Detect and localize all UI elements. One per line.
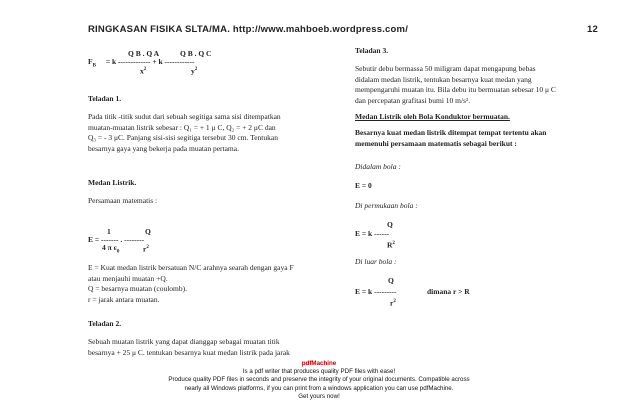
inside-sphere-formula: E = 0 [355,181,372,190]
formula-fb-num2: Q B . Q C [180,49,212,58]
formula-e-numq: Q [145,227,151,236]
definitions [88,263,318,305]
medan-listrik-title: Medan Listrik. [88,178,137,187]
definition-line: atau menjauhi muatan +Q. [88,273,168,283]
example-3-line: mempengaruhi muatan itu. Bila debu itu bermuatan sebesar 10 μ C [355,85,556,94]
surface-formula-den: R [387,240,393,250]
footer-line: Produce quality PDF files in seconds and preserve the integrity of your original documents. Compatible across [168,376,470,384]
example-3-line: Sebutir debu bermassa 50 miligram dapat mengapung bebas [355,64,536,73]
footer-link[interactable]: Get yours now! [298,392,340,400]
pdfmachine-footer [0,360,638,418]
formula-e-num1: 1 [107,227,111,236]
example-3-text [355,64,601,106]
surface-formula-lhs: E = k ------ [355,229,390,238]
example-1-text [88,112,314,154]
outside-formula-den: r [390,298,394,308]
surface-formula-exp: 2 [392,241,395,246]
formula-fb-den2: y [191,66,195,76]
footer-line: Is a pdf writer that produces quality PDF files with ease! [242,368,396,376]
outside-formula-num: Q [388,276,394,285]
formula-e-den-a-sub: 0 [116,249,120,255]
sphere-section-title: Medan Listrik oleh Bola Konduktor bermuatan. [355,112,510,121]
formula-fb-lhs: F [88,57,93,66]
sphere-description-line: memenuhi persamaan matematis sebagai berikut : [355,138,517,148]
definition-line: Q = besarnya muatan (coulomb). [88,284,187,293]
example-2-title: Teladan 2. [88,319,122,328]
formula-fb-mid: = k ------------- + k ------------ [105,57,195,66]
example-1-line: muatan-muatan listrik sebesar : Q₁ = + 1 μ C, Q₂ = + 2 μC dan [88,122,276,132]
example-1-line: besarnya gaya yang bekerja pada muatan pertama. [88,143,239,153]
example-1-title: Teladan 1. [88,94,122,103]
sphere-description [355,128,601,149]
surface-formula-num: Q [387,220,393,229]
formula-e-den-a: 4 π ε [102,243,117,252]
example-2-line: besarnya + 25 μ C. tentukan besarnya kuat medan listrik pada jarak [88,347,290,357]
example-3-title: Teladan 3. [355,46,389,55]
surface-sphere-label: Di permukaan bola : [355,201,418,210]
page-header-title: RINGKASAN FISIKA SLTA/MA. http://www.mahboeb.wordpress.com/ [88,24,409,35]
page-number: 12 [587,24,598,35]
formula-e-lhs: E = ------- . -------- [88,235,145,244]
outside-formula-condition: dimana r > R [427,287,470,296]
outside-sphere-label: Di luar bola : [355,257,397,266]
medan-listrik-subtitle: Persamaan matematis : [88,196,158,205]
footer-brand: pdfMachine [301,360,337,367]
example-3-line: dan percepatan grafitasi bumi 10 m/s². [355,95,471,105]
example-2-line: Sebuah muatan listrik yang dapat dianggap sebagai muatan titik [88,337,280,346]
example-3-line: didalam medan listrik, tentukan besarnya kuat medan yang [355,74,532,84]
definition-line: r = jarak antara muatan. [88,294,160,304]
outside-formula-exp: 2 [393,299,396,304]
example-1-line: Pada titik -titik sudut dari sebuah segitiga sama sisi ditempatkan [88,112,281,121]
formula-fb-exp2: 2 [194,67,198,72]
formula-e-exp: 2 [146,245,149,250]
footer-line: nearly all Windows platforms, if you can print from a windows application you can use pdfMachine. [184,384,454,392]
formula-fb-exp1: 2 [143,67,147,72]
formula-fb-num1: Q B . Q A [128,49,160,58]
formula-e-den-b: r [143,244,147,254]
example-1-line: Q₃ = - 3 μC. Panjang sisi-sisi segitiga tersebut 30 cm. Tentukan [88,133,278,142]
sphere-description-line: Besarnya kuat medan listrik ditempat tempat tertentu akan [355,128,547,137]
outside-formula-lhs: E = k --------- [355,287,397,296]
inside-sphere-label: Didalam bola : [355,162,401,171]
definition-line: E = Kuat medan listrik bersatuan N/C arahnya searah dengan gaya F [88,263,294,272]
formula-fb-den1: x [140,66,144,76]
formula-fb-lhs-sub: B [92,63,96,69]
